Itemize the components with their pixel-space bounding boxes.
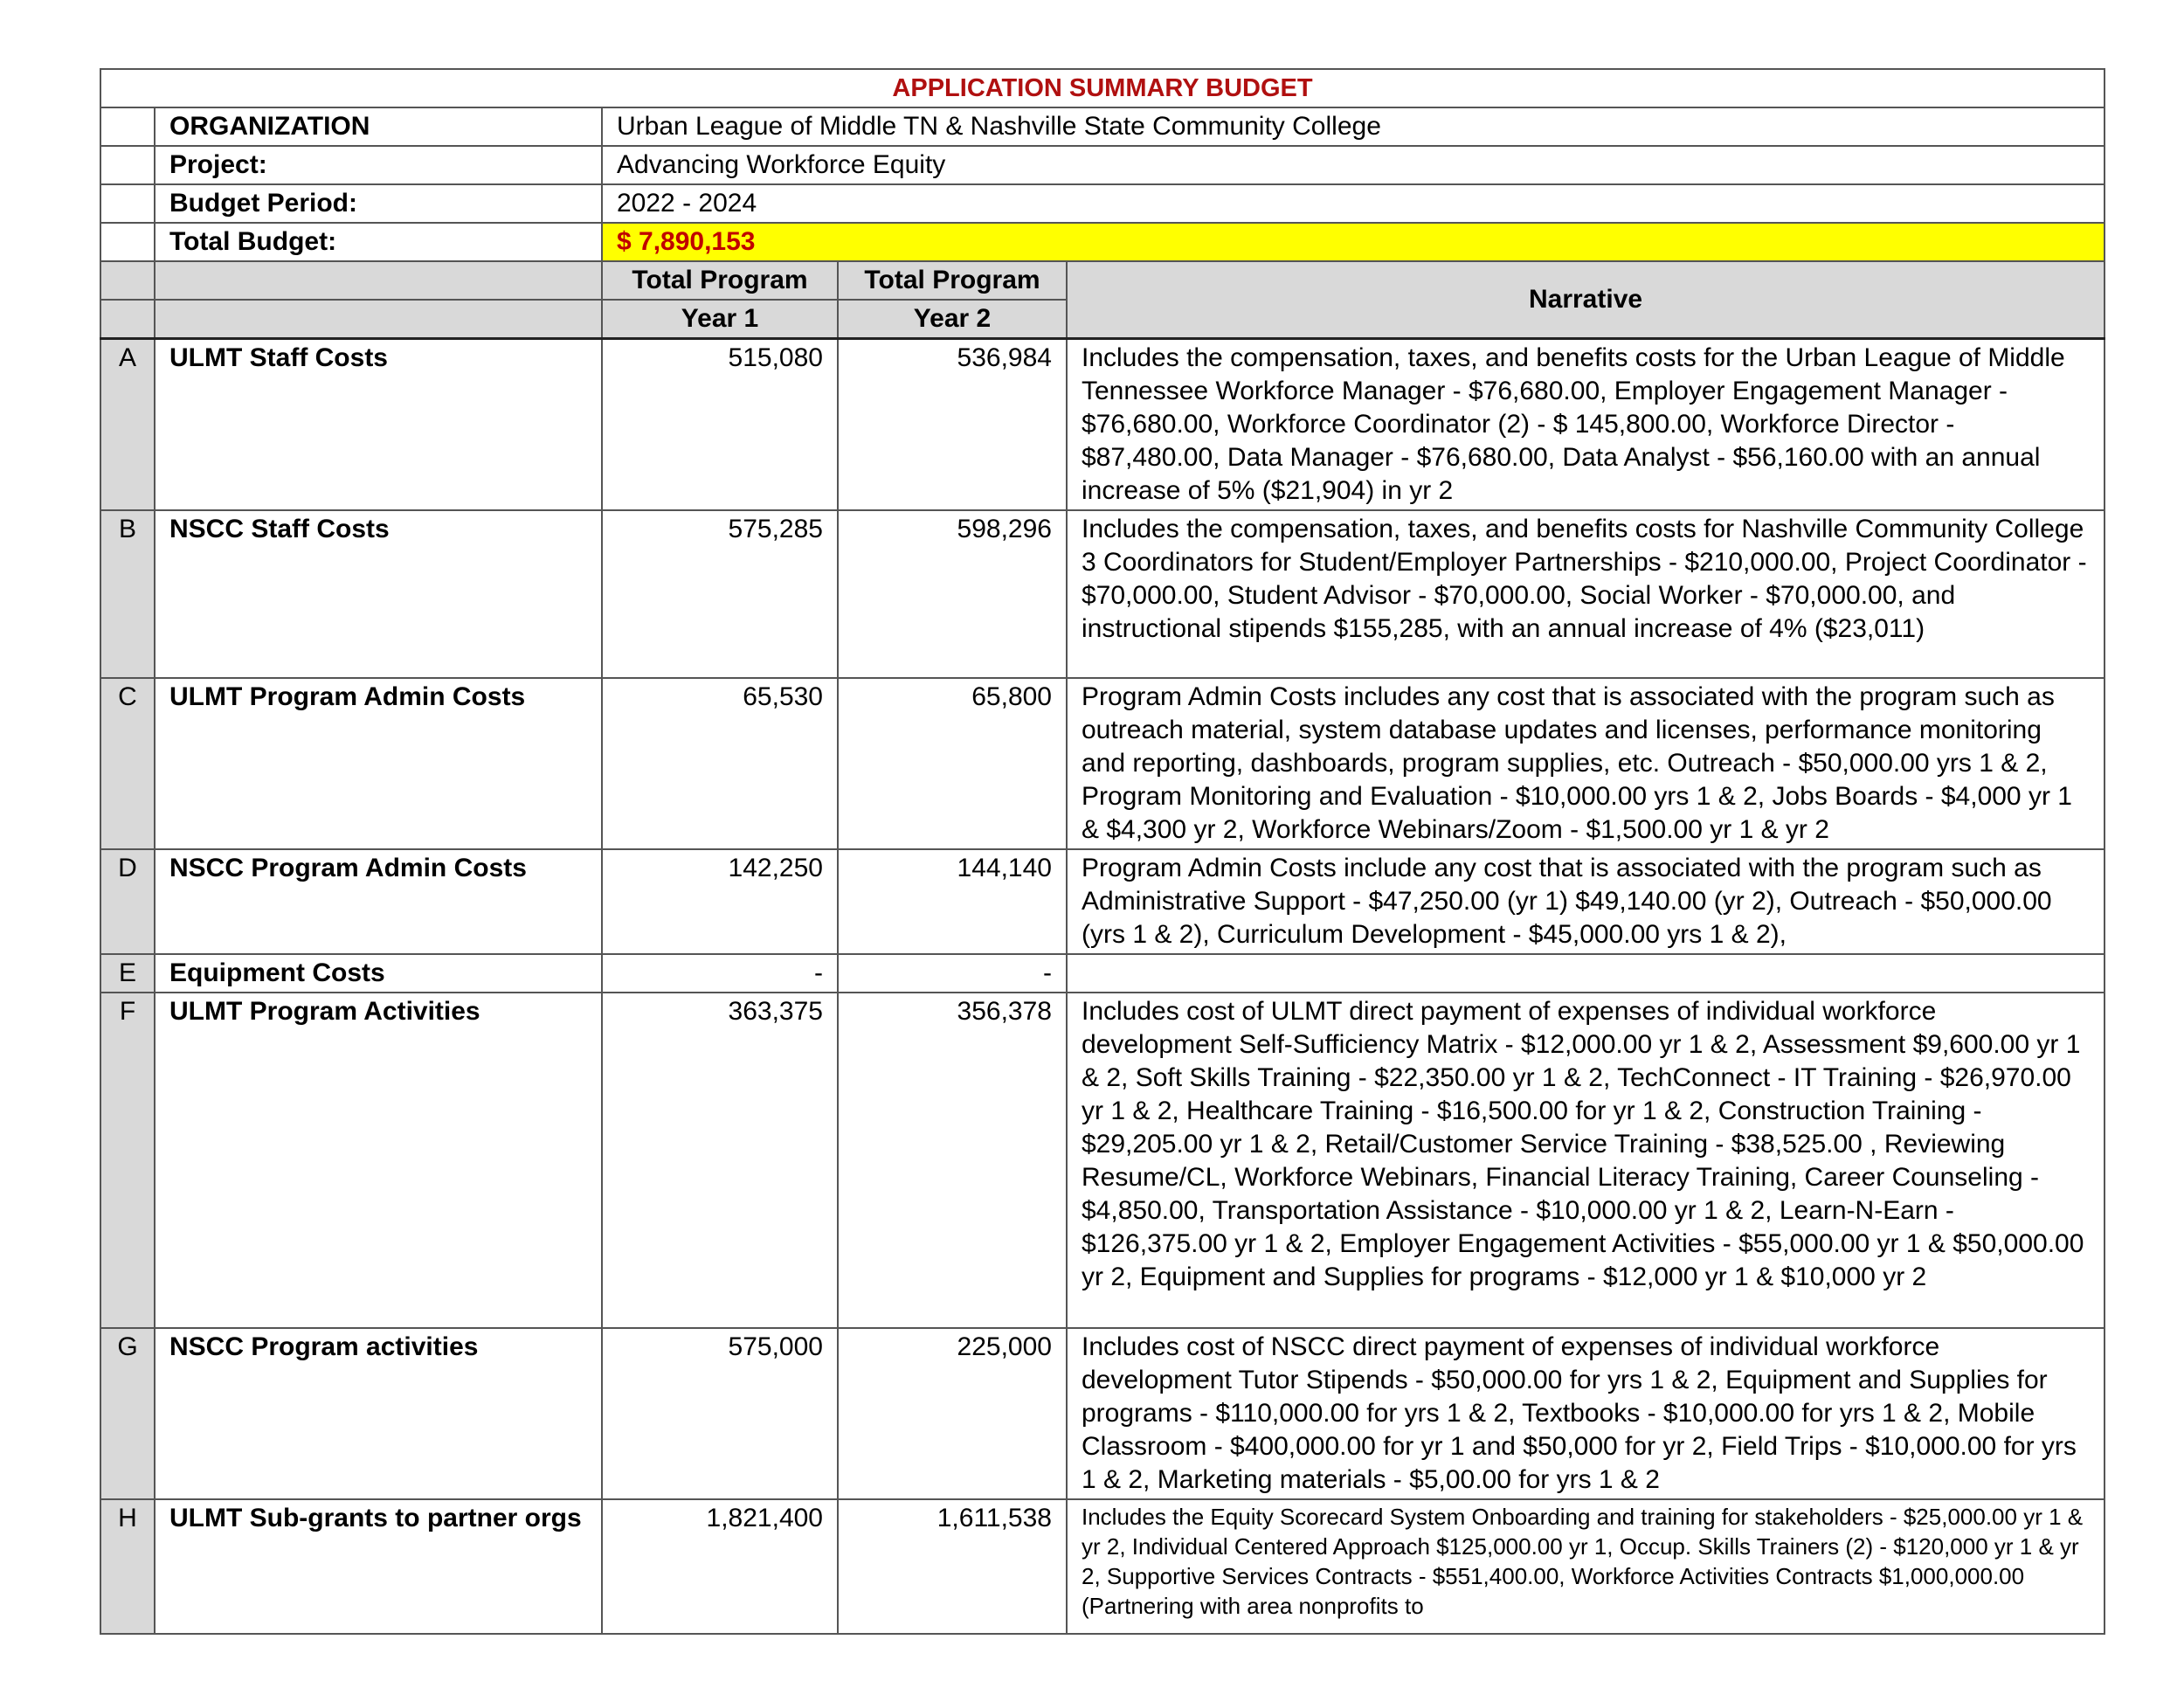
- row-year2: 144,140: [838, 849, 1067, 954]
- table-row: [100, 849, 2105, 954]
- table-row: [100, 678, 2105, 849]
- row-letter: H: [100, 1499, 155, 1634]
- blank-header-cell: [100, 300, 155, 339]
- row-letter: B: [100, 510, 155, 678]
- row-name: Equipment Costs: [155, 954, 602, 993]
- total-row: [100, 223, 2105, 261]
- row-name: NSCC Staff Costs: [155, 510, 602, 678]
- row-name: NSCC Program activities: [155, 1328, 602, 1499]
- row-year1: 515,080: [602, 339, 838, 511]
- row-narrative: Program Admin Costs include any cost that is associated with the program such as Administrative Support - $47,250.00 (yr 1) $49,140.00 (yr 2), Outreach - $50,000.00 (yrs 1 & 2), Curriculum Development - $45,000.00 yrs 1 & 2),: [1067, 849, 2105, 954]
- table-row: [100, 954, 2105, 993]
- row-narrative: [1067, 954, 2105, 993]
- row-letter: C: [100, 678, 155, 849]
- row-year1: 575,285: [602, 510, 838, 678]
- row-year1: 65,530: [602, 678, 838, 849]
- row-name: ULMT Program Admin Costs: [155, 678, 602, 849]
- project-value: Advancing Workforce Equity: [602, 146, 2105, 184]
- year2-header-line2: Year 2: [838, 300, 1067, 339]
- year1-header-line2: Year 1: [602, 300, 838, 339]
- row-narrative: Includes the Equity Scorecard System Onboarding and training for stakeholders - $25,000.00 yr 1 & yr 2, Individual Centered Approach $125,000.00 yr 1, Occup. Skills Trainers (2) - $120,000 yr 1 & yr 2, Supportive Services Contracts - $551,400.00, Workforce Activities Contracts $1,000,000.00 (Partnering with area nonprofits to: [1067, 1499, 2105, 1634]
- table-row: [100, 993, 2105, 1328]
- row-name: ULMT Program Activities: [155, 993, 602, 1328]
- total-value: $ 7,890,153: [602, 223, 2105, 261]
- row-letter: A: [100, 339, 155, 511]
- period-row: [100, 184, 2105, 223]
- blank-cell: [100, 146, 155, 184]
- organization-row: [100, 107, 2105, 146]
- row-letter: E: [100, 954, 155, 993]
- row-year2: 598,296: [838, 510, 1067, 678]
- blank-cell: [100, 184, 155, 223]
- row-narrative: Includes the compensation, taxes, and benefits costs for Nashville Community College 3 Coordinators for Student/Employer Partnerships - $210,000.00, Project Coordinator - $70,000.00, Student Advisor - $70,000.00, Social Worker - $70,000.00, and instructional stipends $155,285, with an annual increase of 4% ($23,011): [1067, 510, 2105, 678]
- organization-value: Urban League of Middle TN & Nashville State Community College: [602, 107, 2105, 146]
- period-label: Budget Period:: [155, 184, 602, 223]
- budget-table: [100, 68, 2105, 1635]
- row-letter: G: [100, 1328, 155, 1499]
- row-year1: 575,000: [602, 1328, 838, 1499]
- row-year1: -: [602, 954, 838, 993]
- total-label: Total Budget:: [155, 223, 602, 261]
- blank-cell: [100, 107, 155, 146]
- project-label: Project:: [155, 146, 602, 184]
- year2-header-line1: Total Program: [838, 261, 1067, 300]
- row-narrative: Program Admin Costs includes any cost that is associated with the program such as outreach material, system database updates and licenses, performance monitoring and reporting, dashboards, program supplies, etc. Outreach - $50,000.00 yrs 1 & 2, Program Monitoring and Evaluation - $10,000.00 yrs 1 & 2, Jobs Boards - $4,000 yr 1 & $4,300 yr 2, Workforce Webinars/Zoom - $1,500.00 yr 1 & yr 2: [1067, 678, 2105, 849]
- title-row: [100, 69, 2105, 107]
- blank-header-cell: [155, 300, 602, 339]
- row-letter: F: [100, 993, 155, 1328]
- row-year1: 142,250: [602, 849, 838, 954]
- narrative-header: Narrative: [1067, 261, 2105, 339]
- table-row: [100, 1328, 2105, 1499]
- row-year2: -: [838, 954, 1067, 993]
- row-narrative: Includes cost of ULMT direct payment of expenses of individual workforce development Self-Sufficiency Matrix - $12,000.00 yr 1 & 2, Assessment $9,600.00 yr 1 & 2, Soft Skills Training - $22,350.00 yr 1 & 2, TechConnect - IT Training - $26,970.00 yr 1 & 2, Healthcare Training - $16,500.00 for yr 1 & 2, Construction Training - $29,205.00 yr 1 & 2, Retail/Customer Service Training - $38,525.00 , Reviewing Resume/CL, Workforce Webinars, Financial Literacy Training, Career Counseling - $4,850.00, Transportation Assistance - $10,000.00 yr 1 & 2, Learn-N-Earn - $126,375.00 yr 1 & 2, Employer Engagement Activities - $55,000.00 yr 1 & $50,000.00 yr 2, Equipment and Supplies for programs - $12,000 yr 1 & $10,000 yr 2: [1067, 993, 2105, 1328]
- row-name: NSCC Program Admin Costs: [155, 849, 602, 954]
- row-year1: 363,375: [602, 993, 838, 1328]
- table-row: [100, 339, 2105, 511]
- row-year2: 356,378: [838, 993, 1067, 1328]
- year1-header-line1: Total Program: [602, 261, 838, 300]
- row-name: ULMT Sub-grants to partner orgs: [155, 1499, 602, 1634]
- table-row: [100, 1499, 2105, 1634]
- row-narrative: Includes the compensation, taxes, and benefits costs for the Urban League of Middle Tennessee Workforce Manager - $76,680.00, Employer Engagement Manager - $76,680.00, Workforce Coordinator (2) - $ 145,800.00, Workforce Director - $87,480.00, Data Manager - $76,680.00, Data Analyst - $56,160.00 with an annual increase of 5% ($21,904) in yr 2: [1067, 339, 2105, 511]
- blank-cell: [100, 223, 155, 261]
- page-title: APPLICATION SUMMARY BUDGET: [100, 69, 2105, 107]
- row-year1: 1,821,400: [602, 1499, 838, 1634]
- row-letter: D: [100, 849, 155, 954]
- row-year2: 1,611,538: [838, 1499, 1067, 1634]
- row-year2: 65,800: [838, 678, 1067, 849]
- blank-header-cell: [155, 261, 602, 300]
- column-header-row-1: [100, 261, 2105, 300]
- blank-header-cell: [100, 261, 155, 300]
- row-year2: 536,984: [838, 339, 1067, 511]
- row-year2: 225,000: [838, 1328, 1067, 1499]
- project-row: [100, 146, 2105, 184]
- row-narrative: Includes cost of NSCC direct payment of expenses of individual workforce development Tutor Stipends - $50,000.00 for yrs 1 & 2, Equipment and Supplies for programs - $110,000.00 for yrs 1 & 2, Textbooks - $10,000.00 for yrs 1 & 2, Mobile Classroom - $400,000.00 for yr 1 and $50,000 for yr 2, Field Trips - $10,000.00 for yrs 1 & 2, Marketing materials - $5,00.00 for yrs 1 & 2: [1067, 1328, 2105, 1499]
- organization-label: ORGANIZATION: [155, 107, 602, 146]
- row-name: ULMT Staff Costs: [155, 339, 602, 511]
- table-row: [100, 510, 2105, 678]
- period-value: 2022 - 2024: [602, 184, 2105, 223]
